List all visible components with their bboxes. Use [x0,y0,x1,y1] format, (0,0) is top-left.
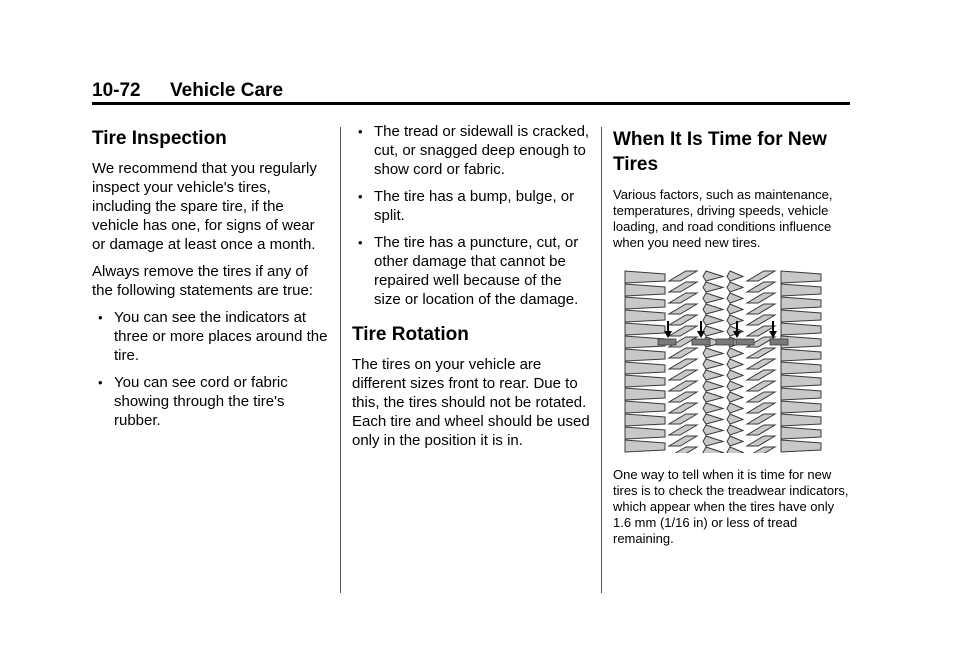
tread-block-icon [669,348,697,358]
tread-block-icon [703,359,723,369]
tread-block-icon [669,403,697,413]
tire-inspection-intro: We recommend that you regularly inspect your vehicle's tires, including the spare tire, if the vehicle has one, for signs of wear or damage at least once a month. [92,160,317,253]
tread-block-icon [625,284,665,296]
tread-block-icon [703,282,723,292]
tread-block-icon [625,362,665,374]
tread-block-icon [727,403,743,413]
treadwear-band-icon [736,339,754,345]
tread-block-icon [669,447,697,453]
tread-block-icon [781,349,821,361]
tread-block-icon [703,414,723,424]
tread-block-icon [747,403,775,413]
treadwear-indicator-illustration-icon [613,269,851,453]
tread-block-icon [703,315,723,325]
inspection-bullet-list-1 [92,308,332,430]
tread-block-icon [747,370,775,380]
bullet-icon: • [98,375,103,390]
tread-block-icon [727,359,743,369]
tire-rotation-heading: Tire Rotation [352,324,469,345]
treadwear-band-icon [692,339,710,345]
tire-inspection-heading: Tire Inspection [92,128,227,149]
tread-block-icon [669,425,697,435]
list-item: • You can see cord or fabric showing through the tire's rubber. [98,374,288,429]
tread-block-icon [781,388,821,400]
tread-block-icon [625,349,665,361]
tread-block-icon [669,436,697,446]
tread-block-icon [747,447,775,453]
tread-block-icon [747,348,775,358]
tread-block-icon [703,304,723,314]
tread-block-icon [747,359,775,369]
tread-block-icon [669,315,697,325]
tread-block-icon [727,447,743,453]
tread-block-icon [703,392,723,402]
tread-block-icon [703,425,723,435]
tread-block-icon [669,392,697,402]
new-tires-caption: One way to tell when it is time for new tires is to check the treadwear indicators, which appear when the tires have only 1.6 mm (1/16 in) or less of tread remaining. [613,467,849,546]
tread-block-icon [781,271,821,283]
tread-block-icon [669,381,697,391]
tread-block-icon [703,370,723,380]
new-tires-intro: Various factors, such as maintenance, temperatures, driving speeds, vehicle loading, and road conditions influence when you need new tires. [613,187,833,250]
tread-block-icon [703,348,723,358]
tread-block-icon [781,440,821,452]
list-item: • The tire has a puncture, cut, or other damage that cannot be repaired well because of the size or location of the damage. [358,234,579,308]
tread-block-icon [703,326,723,336]
tread-block-icon [781,323,821,335]
tread-block-icon [625,271,665,283]
inspection-bullet-list-2 [352,122,590,309]
header-rule [92,102,850,105]
tread-block-icon [781,310,821,322]
tread-block-icon [703,293,723,303]
bullet-icon: • [358,235,363,250]
column-3 [613,127,853,555]
new-tires-heading: When It Is Time for New Tires [613,129,827,175]
tread-block-icon [781,414,821,426]
page-header [92,80,283,102]
tread-block-icon [747,304,775,314]
tread-block-icon [669,414,697,424]
tread-block-icon [747,392,775,402]
tread-block-icon [669,293,697,303]
tread-block-icon [727,315,743,325]
tread-block-icon [747,414,775,424]
tread-block-icon [727,381,743,391]
tread-block-icon [669,370,697,380]
bullet-icon: • [358,124,363,139]
tread-block-icon [669,304,697,314]
tread-block-icon [727,414,743,424]
tread-block-icon [625,310,665,322]
tread-block-icon [727,282,743,292]
tread-block-icon [747,436,775,446]
tread-block-icon [727,348,743,358]
tread-block-icon [781,297,821,309]
tread-block-icon [727,271,743,281]
tread-block-icon [727,304,743,314]
list-item: • You can see the indicators at three or more places around the tire. [98,309,328,364]
tread-block-icon [625,297,665,309]
tread-block-icon [669,326,697,336]
tread-block-icon [703,403,723,413]
list-item: • The tread or sidewall is cracked, cut, or snagged deep enough to show cord or fabric. [358,123,590,178]
tread-block-icon [747,271,775,281]
column-1 [92,127,332,438]
tread-block-icon [747,293,775,303]
arrow-head-icon [697,331,705,338]
tread-block-icon [625,427,665,439]
bullet-icon: • [358,189,363,204]
column-2 [352,122,590,458]
list-item: • The tire has a bump, bulge, or split. [358,188,575,224]
tread-block-icon [781,284,821,296]
tread-block-icon [727,392,743,402]
tread-block-icon [625,414,665,426]
tread-block-icon [781,427,821,439]
tread-block-icon [747,282,775,292]
treadwear-band-icon [658,339,676,345]
tread-block-icon [625,323,665,335]
tread-block-icon [703,271,723,281]
tread-block-icon [781,375,821,387]
tread-block-icon [747,425,775,435]
tread-block-icon [703,436,723,446]
bullet-icon: • [98,310,103,325]
tread-block-icon [781,362,821,374]
tread-block-icon [703,447,723,453]
tire-inspection-remove-note: Always remove the tires if any of the following statements are true: [92,263,313,299]
column-divider-1 [340,127,341,593]
tread-block-icon [781,401,821,413]
tread-block-icon [727,370,743,380]
treadwear-band-icon [770,339,788,345]
tread-block-icon [747,315,775,325]
tread-block-icon [625,440,665,452]
tread-block-icon [669,271,697,281]
section-title: Vehicle Care [170,80,284,101]
tread-block-icon [669,359,697,369]
column-divider-2 [601,127,602,593]
tread-block-icon [727,293,743,303]
tread-block-icon [625,375,665,387]
treadwear-band-icon [716,339,734,345]
tread-block-icon [727,436,743,446]
page-number: 10-72 [92,80,141,101]
tire-rotation-body: The tires on your vehicle are different sizes front to rear. Due to this, the tires should not be rotated. Each tire and wheel should be used only in the position it is in. [352,356,590,449]
tread-block-icon [625,401,665,413]
tread-block-icon [669,282,697,292]
tread-block-icon [727,425,743,435]
tread-block-icon [747,381,775,391]
treadwear-indicator-illustration [613,269,851,453]
tread-block-icon [703,381,723,391]
tread-block-icon [625,388,665,400]
